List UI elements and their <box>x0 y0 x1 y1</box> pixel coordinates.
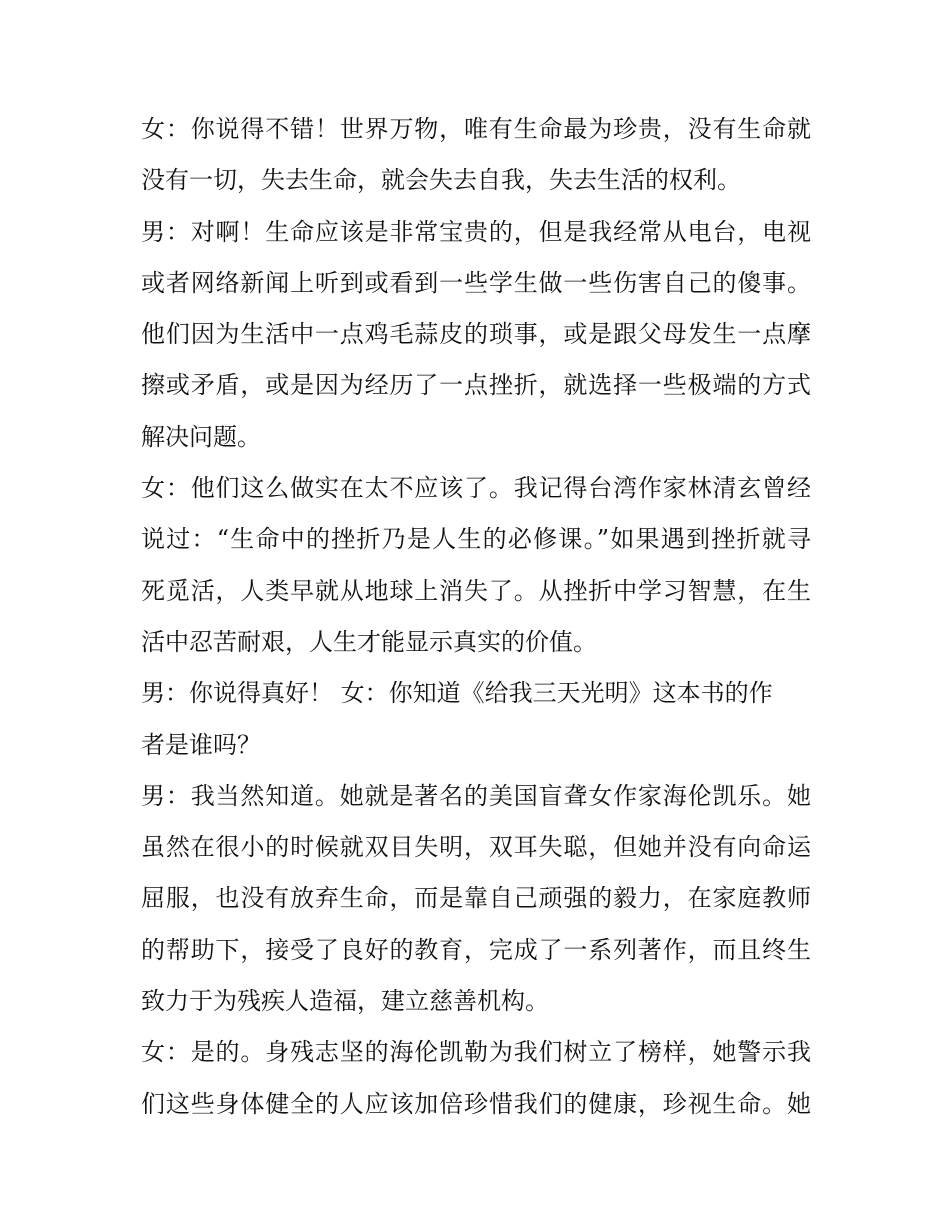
text-line: 的帮助下，接受了良好的教育，完成了一系列著作，而且终生 <box>141 935 811 964</box>
text-line: 者是谁吗？ <box>141 730 261 759</box>
text-line: 男：对啊！生命应该是非常宝贵的，但是我经常从电台，电视 <box>141 217 811 246</box>
text-line: 们这些身体健全的人应该加倍珍惜我们的健康，珍视生命。她 <box>141 1089 811 1118</box>
text-line: 或者网络新闻上听到或看到一些学生做一些伤害自己的傻事。 <box>141 268 811 297</box>
text-line: 解决问题。 <box>141 422 261 451</box>
text-line: 死觅活，人类早就从地球上消失了。从挫折中学习智慧，在生 <box>141 576 811 605</box>
text-line: 活中忍苦耐艰，人生才能显示真实的价值。 <box>141 627 597 656</box>
text-line: 男：我当然知道。她就是著名的美国盲聋女作家海伦凯乐。她 <box>141 781 811 810</box>
text-line: 他们因为生活中一点鸡毛蒜皮的琐事，或是跟父母发生一点摩 <box>141 320 811 349</box>
text-line: 虽然在很小的时候就双目失明，双耳失聪，但她并没有向命运 <box>141 833 811 862</box>
text-line: 没有一切，失去生命，就会失去自我，失去生活的权利。 <box>141 166 741 195</box>
text-line: 女：是的。身残志坚的海伦凯勒为我们树立了榜样，她警示我 <box>141 1038 811 1067</box>
text-line: 男：你说得真好！ 女：你知道《给我三天光明》这本书的作 <box>141 679 773 708</box>
document-body <box>141 104 811 1130</box>
text-line: 女：他们这么做实在太不应该了。我记得台湾作家林清玄曾经 <box>141 474 811 503</box>
text-line: 女：你说得不错！世界万物，唯有生命最为珍贵，没有生命就 <box>141 115 811 143</box>
text-line: 说过：“生命中的挫折乃是人生的必修课。”如果遇到挫折就寻 <box>141 525 811 554</box>
text-line: 擦或矛盾，或是因为经历了一点挫折，就选择一些极端的方式 <box>141 371 811 400</box>
text-line: 屈服，也没有放弃生命，而是靠自己顽强的毅力，在家庭教师 <box>141 884 811 913</box>
text-line: 致力于为残疾人造福，建立慈善机构。 <box>141 987 549 1016</box>
